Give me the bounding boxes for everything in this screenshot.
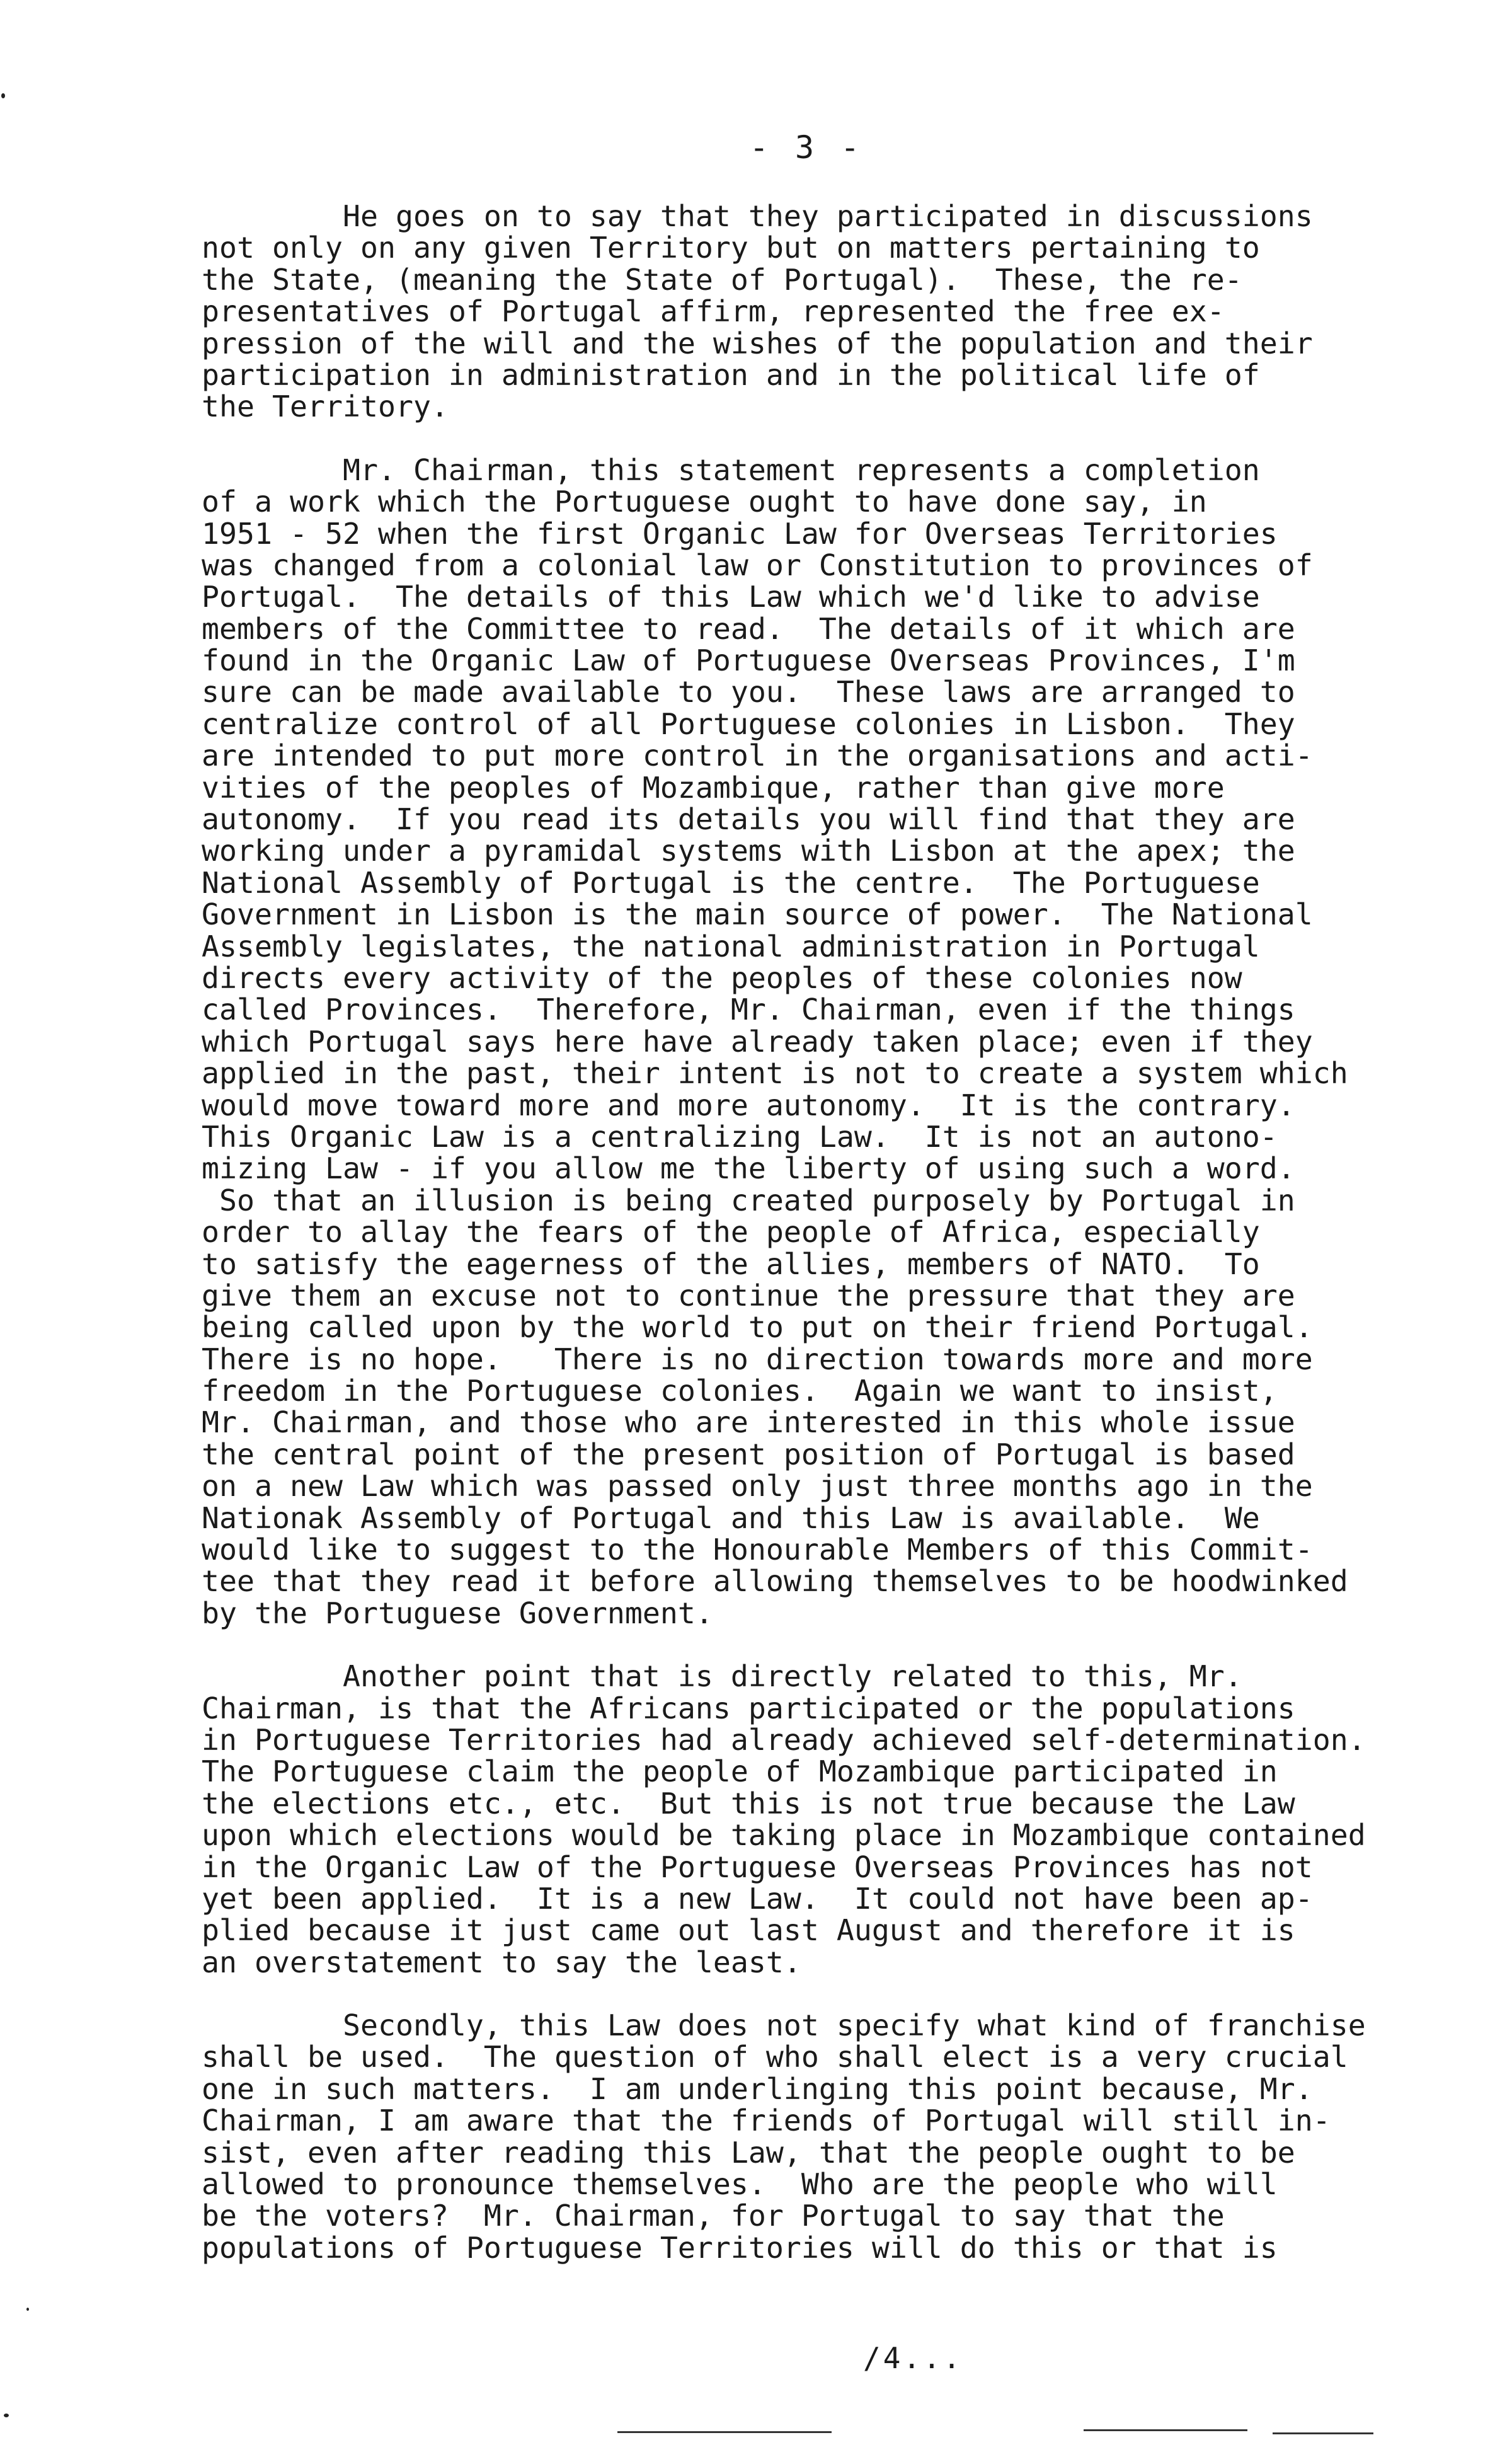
- text-line: plied because it just came out last August and therefore it is: [202, 1913, 1295, 1948]
- paragraph-1: [202, 200, 1512, 423]
- text-line: the elections etc., etc. But this is not true because the Law: [202, 1786, 1295, 1821]
- text-line: National Assembly of Portugal is the centre. The Portuguese: [202, 865, 1260, 900]
- text-line: of a work which the Portuguese ought to have done say, in: [202, 485, 1207, 519]
- text-line: order to allay the fears of the people of Africa, especially: [202, 1215, 1260, 1250]
- text-line: shall be used. The question of who shall elect is a very crucial: [202, 2040, 1348, 2075]
- text-line: tee that they read it before allowing themselves to be hoodwinked: [202, 1564, 1348, 1599]
- page-number: - 3 -: [749, 129, 864, 166]
- text-line: applied in the past, their intent is not to create a system which: [202, 1056, 1348, 1091]
- text-line: would like to suggest to the Honourable Members of this Commit-: [202, 1533, 1313, 1567]
- text-line: sure can be made available to you. These laws are arranged to: [202, 675, 1295, 710]
- scan-line: [1084, 2429, 1247, 2431]
- text-line: be the voters? Mr. Chairman, for Portugal to say that the: [202, 2199, 1225, 2233]
- scan-line: [1273, 2432, 1373, 2434]
- text-line: yet been applied. It is a new Law. It could not have been ap-: [202, 1881, 1313, 1916]
- text-line: autonomy. If you read its details you will find that they are: [202, 802, 1295, 837]
- text-line: 1951 - 52 when the first Organic Law for Overseas Territories: [202, 516, 1278, 551]
- text-line: not only on any given Territory but on matters pertaining to: [202, 231, 1260, 265]
- paragraph-3: [202, 1660, 1512, 1978]
- text-line: So that an illusion is being created purposely by Portugal in: [202, 1183, 1295, 1217]
- text-line: centralize control of all Portuguese colonies in Lisbon. They: [202, 706, 1295, 741]
- text-line: being called upon by the world to put on their friend Portugal.: [202, 1310, 1313, 1345]
- text-line: vities of the peoples of Mozambique, rather than give more: [202, 770, 1225, 805]
- text-line: are intended to put more control in the organisations and acti-: [202, 739, 1313, 773]
- text-line: called Provinces. Therefore, Mr. Chairman, even if the things: [202, 993, 1295, 1027]
- scan-line: [617, 2431, 832, 2433]
- text-line: on a new Law which was passed only just three months ago in the: [202, 1469, 1313, 1504]
- text-line: mizing Law - if you allow me the liberty of using such a word.: [202, 1151, 1295, 1186]
- text-line: Chairman, I am aware that the friends of Portugal will still in-: [202, 2103, 1331, 2138]
- text-line: allowed to pronounce themselves. Who are the people who will: [202, 2167, 1278, 2202]
- text-line: Assembly legislates, the national administration in Portugal: [202, 929, 1260, 964]
- scan-speck: [4, 2414, 9, 2417]
- text-line: was changed from a colonial law or Constitution to provinces of: [202, 548, 1313, 582]
- text-line: to satisfy the eagerness of the allies, members of NATO. To: [202, 1246, 1260, 1281]
- text-line: by the Portuguese Government.: [202, 1596, 713, 1630]
- text-line: the Territory.: [202, 389, 449, 424]
- paragraph-2: [202, 454, 1512, 1629]
- text-line: Mr. Chairman, and those who are interested in this whole issue: [202, 1405, 1295, 1440]
- text-line: Another point that is directly related to this, Mr.: [202, 1659, 1242, 1694]
- text-line: pression of the will and the wishes of the population and their: [202, 326, 1313, 360]
- paragraph-4: [202, 2010, 1512, 2264]
- text-line: directs every activity of the peoples of these colonies now: [202, 960, 1242, 995]
- text-line: found in the Organic Law of Portuguese Overseas Provinces, I'm: [202, 643, 1295, 678]
- text-line: Secondly, this Law does not specify what kind of franchise: [202, 2008, 1366, 2043]
- text-line: Government in Lisbon is the main source of power. The National: [202, 897, 1313, 932]
- text-line: participation in administration and in the political life of: [202, 357, 1260, 392]
- text-line: The Portuguese claim the people of Mozambique participated in: [202, 1754, 1278, 1789]
- text-line: Chairman, is that the Africans participated or the populations: [202, 1691, 1295, 1725]
- text-line: members of the Committee to read. The details of it which are: [202, 611, 1295, 646]
- text-line: Nationak Assembly of Portugal and this Law is available. We: [202, 1500, 1260, 1535]
- text-line: working under a pyramidal systems with Lisbon at the apex; the: [202, 834, 1295, 868]
- text-line: the State, (meaning the State of Portugal). These, the re-: [202, 262, 1242, 297]
- text-line: in the Organic Law of the Portuguese Overseas Provinces has not: [202, 1850, 1313, 1884]
- text-line: Mr. Chairman, this statement represents a completion: [202, 452, 1260, 487]
- text-line: one in such matters. I am underlinging this point because, Mr.: [202, 2071, 1313, 2106]
- text-line: in Portuguese Territories had already achieved self-determination.: [202, 1722, 1366, 1757]
- text-line: freedom in the Portuguese colonies. Again we want to insist,: [202, 1374, 1278, 1408]
- text-line: presentatives of Portugal affirm, represented the free ex-: [202, 294, 1225, 329]
- text-line: the central point of the present position of Portugal is based: [202, 1437, 1295, 1471]
- continuation-marker: /4...: [863, 2341, 963, 2375]
- text-line: He goes on to say that they participated in discussions: [202, 199, 1313, 233]
- text-line: give them an excuse not to continue the pressure that they are: [202, 1278, 1295, 1313]
- text-line: There is no hope. There is no direction towards more and more: [202, 1342, 1313, 1376]
- text-line: which Portugal says here have already taken place; even if they: [202, 1024, 1313, 1059]
- scan-speck: [1, 93, 5, 98]
- text-line: an overstatement to say the least.: [202, 1945, 801, 1979]
- scan-speck: [26, 2308, 29, 2311]
- text-line: Portugal. The details of this Law which we'd like to advise: [202, 580, 1260, 614]
- text-line: would move toward more and more autonomy. It is the contrary.: [202, 1088, 1295, 1122]
- text-line: populations of Portuguese Territories will do this or that is: [202, 2230, 1278, 2265]
- text-line: This Organic Law is a centralizing Law. It is not an autono-: [202, 1119, 1278, 1154]
- text-line: upon which elections would be taking place in Mozambique contained: [202, 1818, 1366, 1853]
- body-text: [202, 200, 1512, 2295]
- text-line: sist, even after reading this Law, that the people ought to be: [202, 2135, 1295, 2170]
